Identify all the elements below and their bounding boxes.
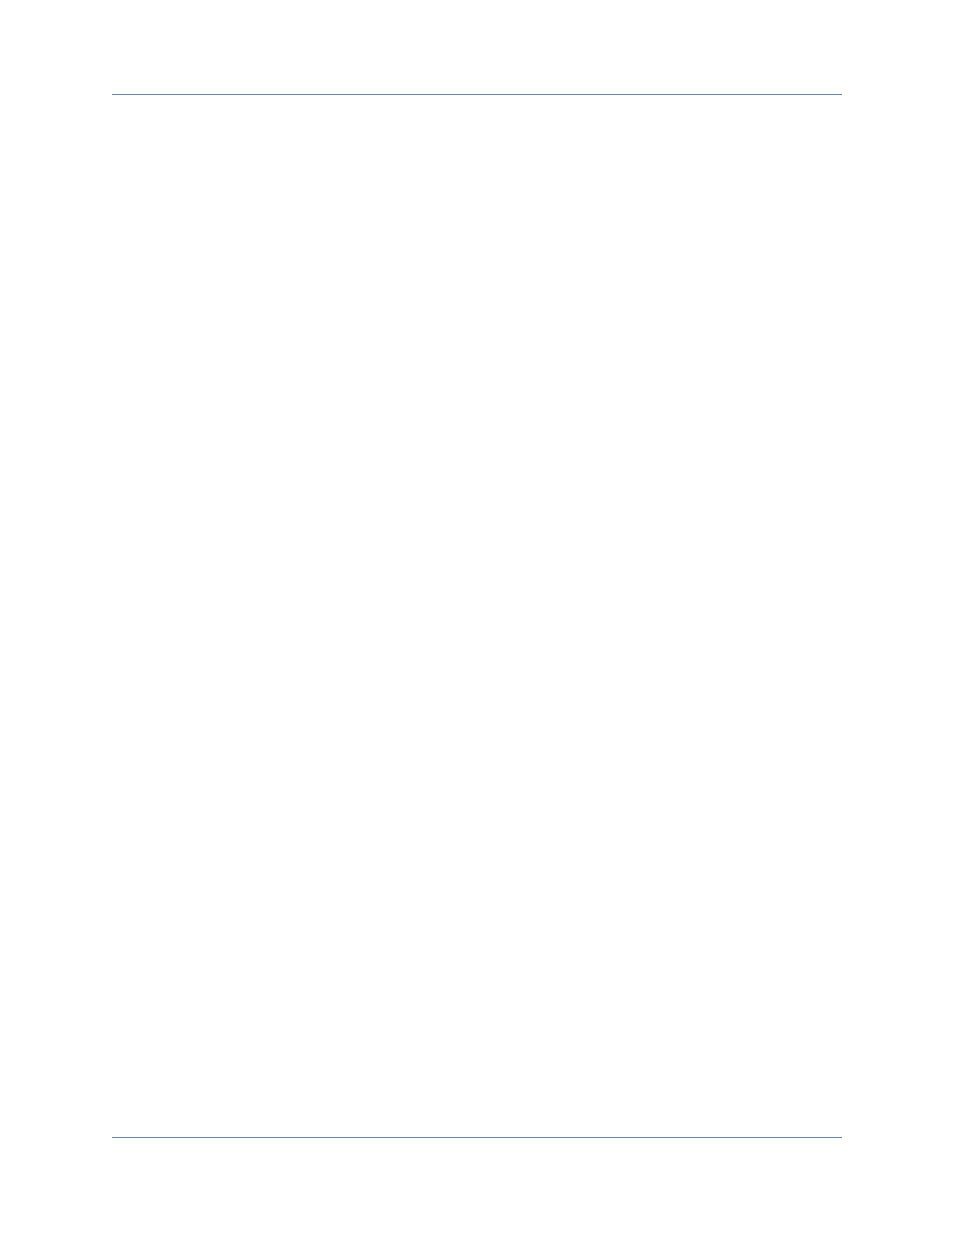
header-rule (112, 94, 842, 95)
footer-rule (112, 1137, 842, 1138)
